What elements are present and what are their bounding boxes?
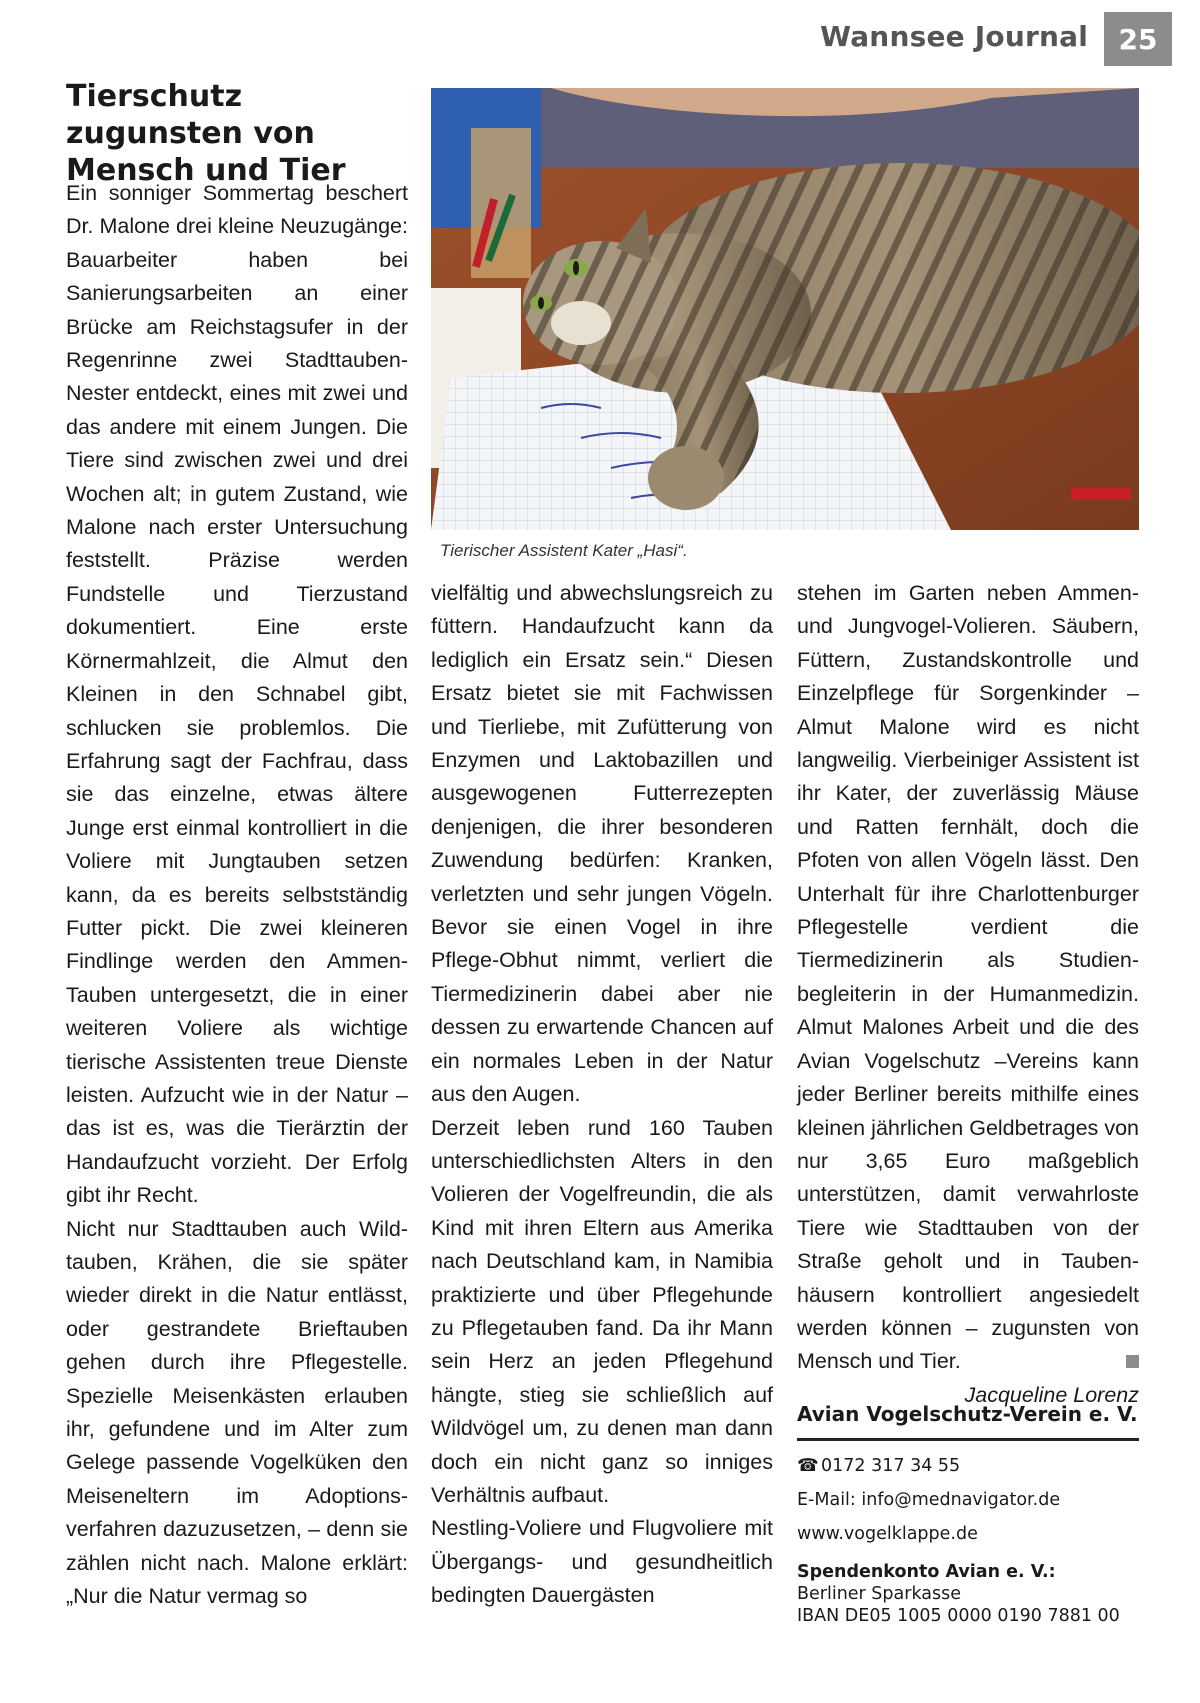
phone-line [797, 1449, 1139, 1483]
telephone-icon: ☎ [797, 1456, 819, 1476]
cat-photo [431, 88, 1139, 530]
photo-caption: Tierischer Assistent Kater „Hasi“. [440, 541, 688, 560]
article-column-1 [66, 177, 408, 1613]
column-3-text: stehen im Garten neben Ammen- und Jungvogel-Volieren. Säubern, Füttern, Zustandskontrolle und Einzelpflege für Sorgenkinder – Almut Malone wird es nicht langweilig. Vierbeiniger Assistent ist ihr Kater, der zuverlässig Mäuse und Ratten fernhält, doch die Pfoten von allen Vögeln lässt. Den Unterhalt für ihre Charlottenburger Pflegestelle verdient die Tiermedizinerin als Studienbegleiterin in der Humanmedizin. Almut Malones Arbeit und die des Avian Vogelschutz –Vereins kann jeder Berliner bereits mithilfe eines kleinen jährlichen Geldbetrages von nur 3,65 Euro maßgeblich unterstützen, damit verwahrloste Tiere wie Stadttauben von der Straße geholt und in Taubenhäusern kontrolliert angesiedelt werden können – zugunsten von Mensch und Tier. [797, 581, 1139, 1374]
infobox-title: Avian Vogelschutz-Verein e. V. [797, 1402, 1139, 1441]
journal-name: Wannsee Journal [820, 20, 1088, 53]
column-1-paragraph-1: Ein sonniger Sommertag beschert Dr. Malone drei kleine Neuzugänge: Bauarbeiter haben bei Sanierungsarbeiten an einer Brücke am Reichstagsufer in der Regenrinne zwei Stadttauben-Nester entdeckt, eines mit zwei und das andere mit einem Jungen. Die Tiere sind zwischen zwei und drei Wochen alt; in gutem Zustand, wie Malone nach erster Untersuchung feststellt. Präzise werden Fundstelle und Tierzustand dokumentiert. Eine erste Körnermahlzeit, die Almut den Kleinen in den Schnabel gibt, schlucken sie problemlos. Die Erfahrung sagt der Fachfrau, dass sie das einzelne, etwas ältere Junge erst einmal kontrolliert in die Voliere mit Jungtauben setzen kann, da es bereits selbstständig Futter pickt. Die zwei kleineren Findlinge werden den Ammen-Tauben untergesetzt, die in einer weiteren Voliere als wichtige tierische Assistenten treue Dienste leisten. Aufzucht wie in der Natur – das ist es, was die Tierärztin der Handaufzucht vorzieht. Der Erfolg gibt ihr Recht. [66, 181, 408, 1208]
article-author: Jacqueline Lorenz [964, 1382, 1139, 1407]
phone-number: 0172 317 34 55 [821, 1456, 961, 1476]
website-line: www.vogelklappe.de [797, 1524, 978, 1544]
bank-name: Berliner Sparkasse [797, 1584, 961, 1604]
end-of-article-square-icon [1126, 1355, 1139, 1368]
iban: IBAN DE05 1005 0000 0190 7881 00 [797, 1606, 1120, 1626]
column-2-paragraph-1: vielfältig und abwechslungsreich zu füttern. Handaufzucht kann da lediglich ein Ersatz sein.“ Diesen Ersatz bietet sie mit Fachwissen und Tierliebe, mit Zufütterung von Enzymen und Laktobazillen und ausgewogenen Futterrezepten denjenigen, die ihrer besonderen Zuwendung bedürfen: Kranken, verletzten und sehr jungen Vögeln. Bevor sie einen Vogel in ihre Pflege-Obhut nimmt, verliert die Tiermedizinerin dabei aber nie dessen zu erwartende Chancen auf ein normales Leben in der Natur aus den Augen. [431, 581, 773, 1107]
page-number: 25 [1104, 12, 1172, 66]
article-column-3 [797, 577, 1139, 1412]
column-2-paragraph-3: Nestling-Voliere und Flugvoliere mit Übergangs- und gesundheitlich bedingten Dauergästen [431, 1516, 773, 1608]
column-2-paragraph-2: Derzeit leben rund 160 Tauben unterschiedlichsten Alters in den Volieren der Vogelfreundin, die als Kind mit ihren Eltern aus Amerika nach Deutschland kam, in Namibia praktizierte und über Pflegehunde zu Pflegetauben fand. Da ihr Mann sein Herz an jeden Pflegehund hängte, stieg sie schließlich auf Wildvögel um, zu denen man dann doch ein nicht ganz so inniges Verhältnis aufbaut. [431, 1115, 773, 1507]
page-header [0, 12, 1200, 68]
contact-infobox [797, 1402, 1139, 1627]
column-1-paragraph-2: Nicht nur Stadttauben auch Wildtauben, Krähen, die sie später wieder direkt in die Natur entlässt, oder gestrandete Brieftauben gehen durch ihre Pflegestelle. Spezielle Meisenkästen erlauben ihr, gefundene und im Alter zum Gelege passende Vogelküken den Meiseneltern im Adoptionsverfahren dazuzusetzen, – denn sie zählen nicht nach. Malone erklärt: „Nur die Natur vermag so [66, 1216, 408, 1609]
article-column-2 [431, 577, 773, 1613]
bank-account-label: Spendenkonto Avian e. V.: [797, 1562, 1056, 1582]
column-3-paragraph-1 [797, 577, 1139, 1379]
email-line: E-Mail: info@mednavigator.de [797, 1490, 1061, 1510]
article-headline: Tierschutz zugunsten von Mensch und Tier [66, 79, 346, 188]
